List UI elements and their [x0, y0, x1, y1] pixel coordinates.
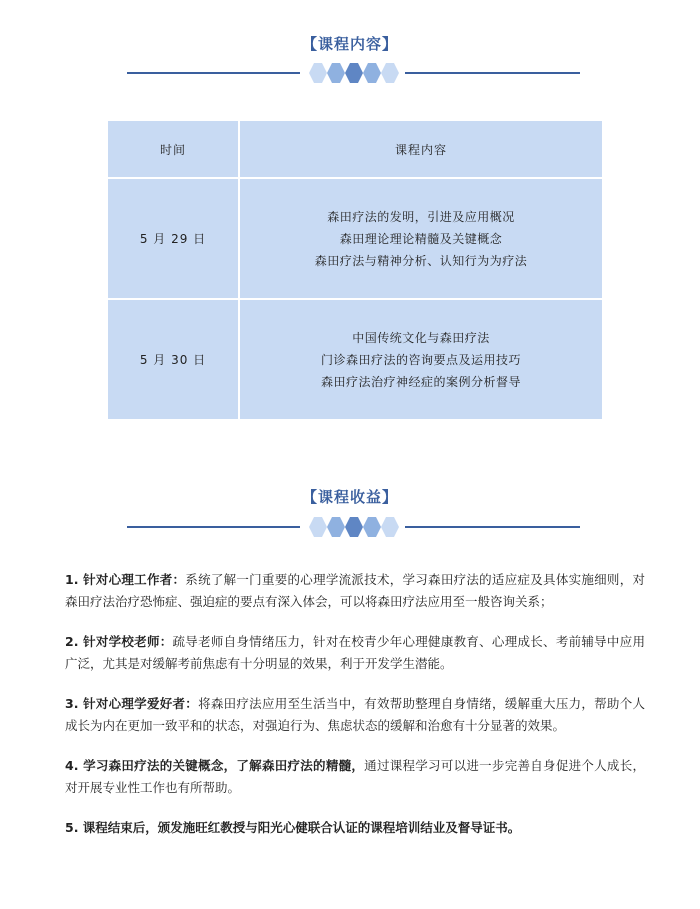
benefit-item: [65, 693, 645, 737]
row-date: 5 月 29 日: [107, 178, 239, 299]
benefit-item: [65, 755, 645, 799]
table-header-row: [107, 120, 603, 178]
ornament-hexagon: [363, 517, 381, 537]
benefit-lead: 2. 针对学校老师：: [65, 634, 173, 649]
ornament-hexagon: [381, 63, 399, 83]
benefit-text: 将森田疗法应用至生活当中，有效帮助整理自身情绪，缓解重大压力，帮助个人成长为内在更加一致平和的状态，对强迫行为、焦虑状态的缓解和治愈有十分显著的效果。: [65, 696, 645, 733]
row-content: [239, 299, 603, 420]
benefit-item: [65, 631, 645, 675]
header-content: 课程内容: [239, 120, 603, 178]
content-item: 森田疗法治疗神经症的案例分析督导: [320, 374, 521, 389]
course-benefits-title: 【课程收益】: [301, 488, 398, 506]
row-content: [239, 178, 603, 299]
benefit-item: [65, 569, 645, 613]
ornament-hexagon: [345, 63, 363, 83]
benefit-text: 通过课程学习可以进一步完善自身促进个人成长，对开展专业性工作也有所帮助。: [65, 758, 645, 795]
table-row: [107, 299, 603, 420]
section-divider: [0, 512, 700, 542]
section-divider: [0, 58, 700, 88]
benefit-text: 疏导老师自身情绪压力，针对在校青少年心理健康教育、心理成长、考前辅导中应用广泛，尤其是对缓解考前焦虑有十分明显的效果，利于开发学生潜能。: [65, 634, 645, 671]
benefit-lead: 5. 课程结束后，颁发施旺红教授与阳光心健联合认证的课程培训结业及督导证书。: [65, 820, 521, 835]
benefit-item: [65, 817, 645, 839]
content-item: 门诊森田疗法的咨询要点及运用技巧: [320, 352, 521, 367]
content-item: 中国传统文化与森田疗法: [352, 330, 490, 345]
content-item: 森田理论理论精髓及关键概念: [339, 231, 503, 246]
ornament-hexagon: [327, 517, 345, 537]
content-item: 森田疗法的发明，引进及应用概况: [327, 209, 515, 224]
ornament-hexagon: [345, 517, 363, 537]
course-schedule-table: [106, 119, 604, 421]
ornament-hexagon: [309, 517, 327, 537]
ornament-hexagon: [381, 517, 399, 537]
benefits-list: [65, 569, 645, 857]
content-item: 森田疗法与精神分析、认知行为为疗法: [314, 253, 528, 268]
ornament-hexagon: [363, 63, 381, 83]
benefit-text: 系统了解一门重要的心理学流派技术，学习森田疗法的适应症及具体实施细则，对森田疗法治疗恐怖症、强迫症的要点有深入体会，可以将森田疗法应用至一般咨询关系；: [65, 572, 645, 609]
header-time: 时间: [107, 120, 239, 178]
table-row: [107, 178, 603, 299]
benefit-lead: 1. 针对心理工作者：: [65, 572, 186, 587]
row-date: 5 月 30 日: [107, 299, 239, 420]
benefit-lead: 4. 学习森田疗法的关键概念，了解森田疗法的精髓，: [65, 758, 365, 773]
course-content-title: 【课程内容】: [301, 35, 398, 53]
ornament-hexagon: [327, 63, 345, 83]
ornament-hexagon: [309, 63, 327, 83]
benefit-lead: 3. 针对心理学爱好者：: [65, 696, 199, 711]
